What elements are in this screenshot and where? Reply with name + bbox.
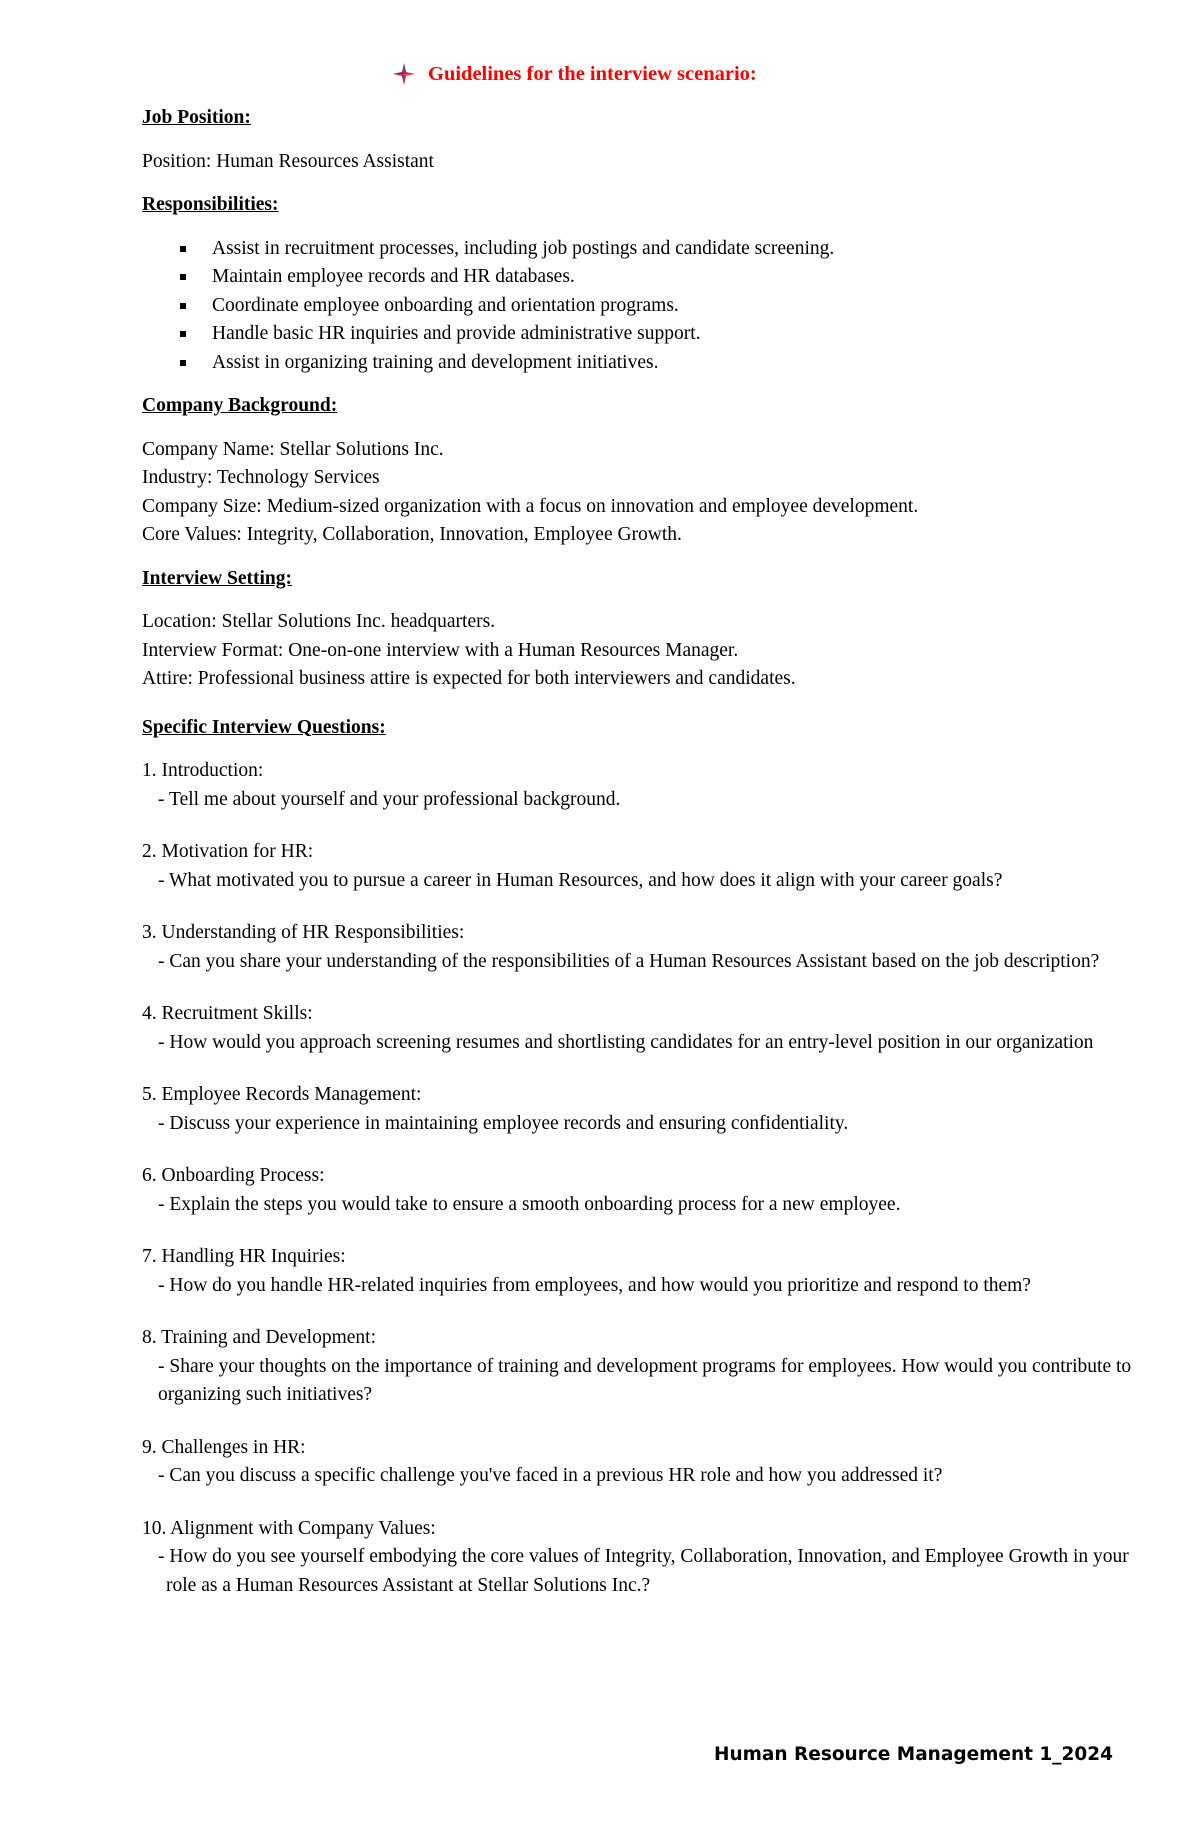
question-body: - Share your thoughts on the importance of training and development programs for employees. How would you contribute to organizing such initiatives? (158, 1355, 1132, 1405)
position-line: Position: Human Resources Assistant (142, 150, 434, 172)
question-body: - How do you handle HR-related inquiries from employees, and how would you prioritize and respond to them? (158, 1274, 1031, 1296)
question-item (142, 1324, 1142, 1410)
square-bullet-icon (180, 246, 186, 252)
document-content (142, 104, 1142, 1624)
question-body: - Discuss your experience in maintaining employee records and ensuring confidentiality. (158, 1112, 849, 1134)
question-title: 4. Recruitment Skills: (142, 1003, 313, 1024)
list-item: Maintain employee records and HR databases. (142, 263, 1142, 292)
question-body: - How would you approach screening resumes and shortlisting candidates for an entry-level position in our organization (158, 1031, 1094, 1053)
responsibilities-heading: Responsibilities: (142, 194, 279, 215)
question-item (142, 1162, 1142, 1219)
square-bullet-icon (180, 331, 186, 337)
question-item (142, 1515, 1142, 1601)
document-title-row (392, 62, 757, 86)
four-pointed-star-icon (392, 62, 416, 86)
question-title: 6. Onboarding Process: (142, 1165, 325, 1186)
job-position-heading: Job Position: (142, 107, 251, 128)
attire-line: Attire: Professional business attire is expected for both interviewers and candidates. (142, 668, 796, 689)
interview-format-line: Interview Format: One-on-one interview with a Human Resources Manager. (142, 639, 739, 661)
interview-setting-heading: Interview Setting: (142, 567, 293, 589)
question-title: 8. Training and Development: (142, 1327, 376, 1348)
questions-heading: Specific Interview Questions: (142, 716, 386, 738)
question-body: - Tell me about yourself and your professional background. (158, 788, 621, 810)
list-item: Assist in organizing training and development initiatives. (142, 349, 1142, 378)
question-title: 1. Introduction: (142, 760, 264, 781)
question-item (142, 838, 1142, 895)
company-size-line: Company Size: Medium-sized organization with a focus on innovation and employee development. (142, 495, 919, 517)
company-name-line: Company Name: Stellar Solutions Inc. (142, 438, 444, 460)
question-title: 9. Challenges in HR: (142, 1436, 306, 1458)
question-item (142, 1434, 1142, 1491)
document-title: Guidelines for the interview scenario: (428, 62, 757, 85)
core-values-line: Core Values: Integrity, Collaboration, Innovation, Employee Growth. (142, 524, 682, 545)
question-body: - What motivated you to pursue a career in Human Resources, and how does it align with your career goals? (158, 869, 1003, 891)
question-body: - Can you discuss a specific challenge you've faced in a previous HR role and how you addressed it? (158, 1465, 943, 1486)
list-item: Assist in recruitment processes, including job postings and candidate screening. (142, 235, 1142, 264)
question-title: 7. Handling HR Inquiries: (142, 1246, 346, 1267)
question-body: - How do you see yourself embodying the core values of Integrity, Collaboration, Innovation, and Employee Growth in your role as a Human Resources Assistant at Stellar Solutions Inc.? (158, 1546, 1129, 1596)
square-bullet-icon (180, 360, 186, 366)
list-item: Coordinate employee onboarding and orientation programs. (142, 292, 1142, 321)
question-body: - Explain the steps you would take to ensure a smooth onboarding process for a new employee. (158, 1193, 901, 1215)
question-item (142, 1000, 1142, 1057)
location-line: Location: Stellar Solutions Inc. headquarters. (142, 611, 496, 632)
industry-line: Industry: Technology Services (142, 467, 380, 488)
question-title: 2. Motivation for HR: (142, 841, 314, 862)
list-item: Handle basic HR inquiries and provide administrative support. (142, 320, 1142, 349)
question-title: 3. Understanding of HR Responsibilities: (142, 922, 465, 943)
question-item (142, 1243, 1142, 1300)
question-title: 10. Alignment with Company Values: (142, 1517, 436, 1539)
question-body: - Can you share your understanding of the responsibilities of a Human Resources Assistant based on the job description? (158, 950, 1100, 972)
square-bullet-icon (180, 303, 186, 309)
question-title: 5. Employee Records Management: (142, 1084, 422, 1105)
question-item (142, 757, 1142, 814)
square-bullet-icon (180, 274, 186, 280)
question-item (142, 919, 1142, 976)
responsibilities-list (142, 235, 1142, 378)
page-footer: Human Resource Management 1_2024 (714, 1744, 1114, 1765)
company-background-heading: Company Background: (142, 395, 338, 416)
question-item (142, 1081, 1142, 1138)
